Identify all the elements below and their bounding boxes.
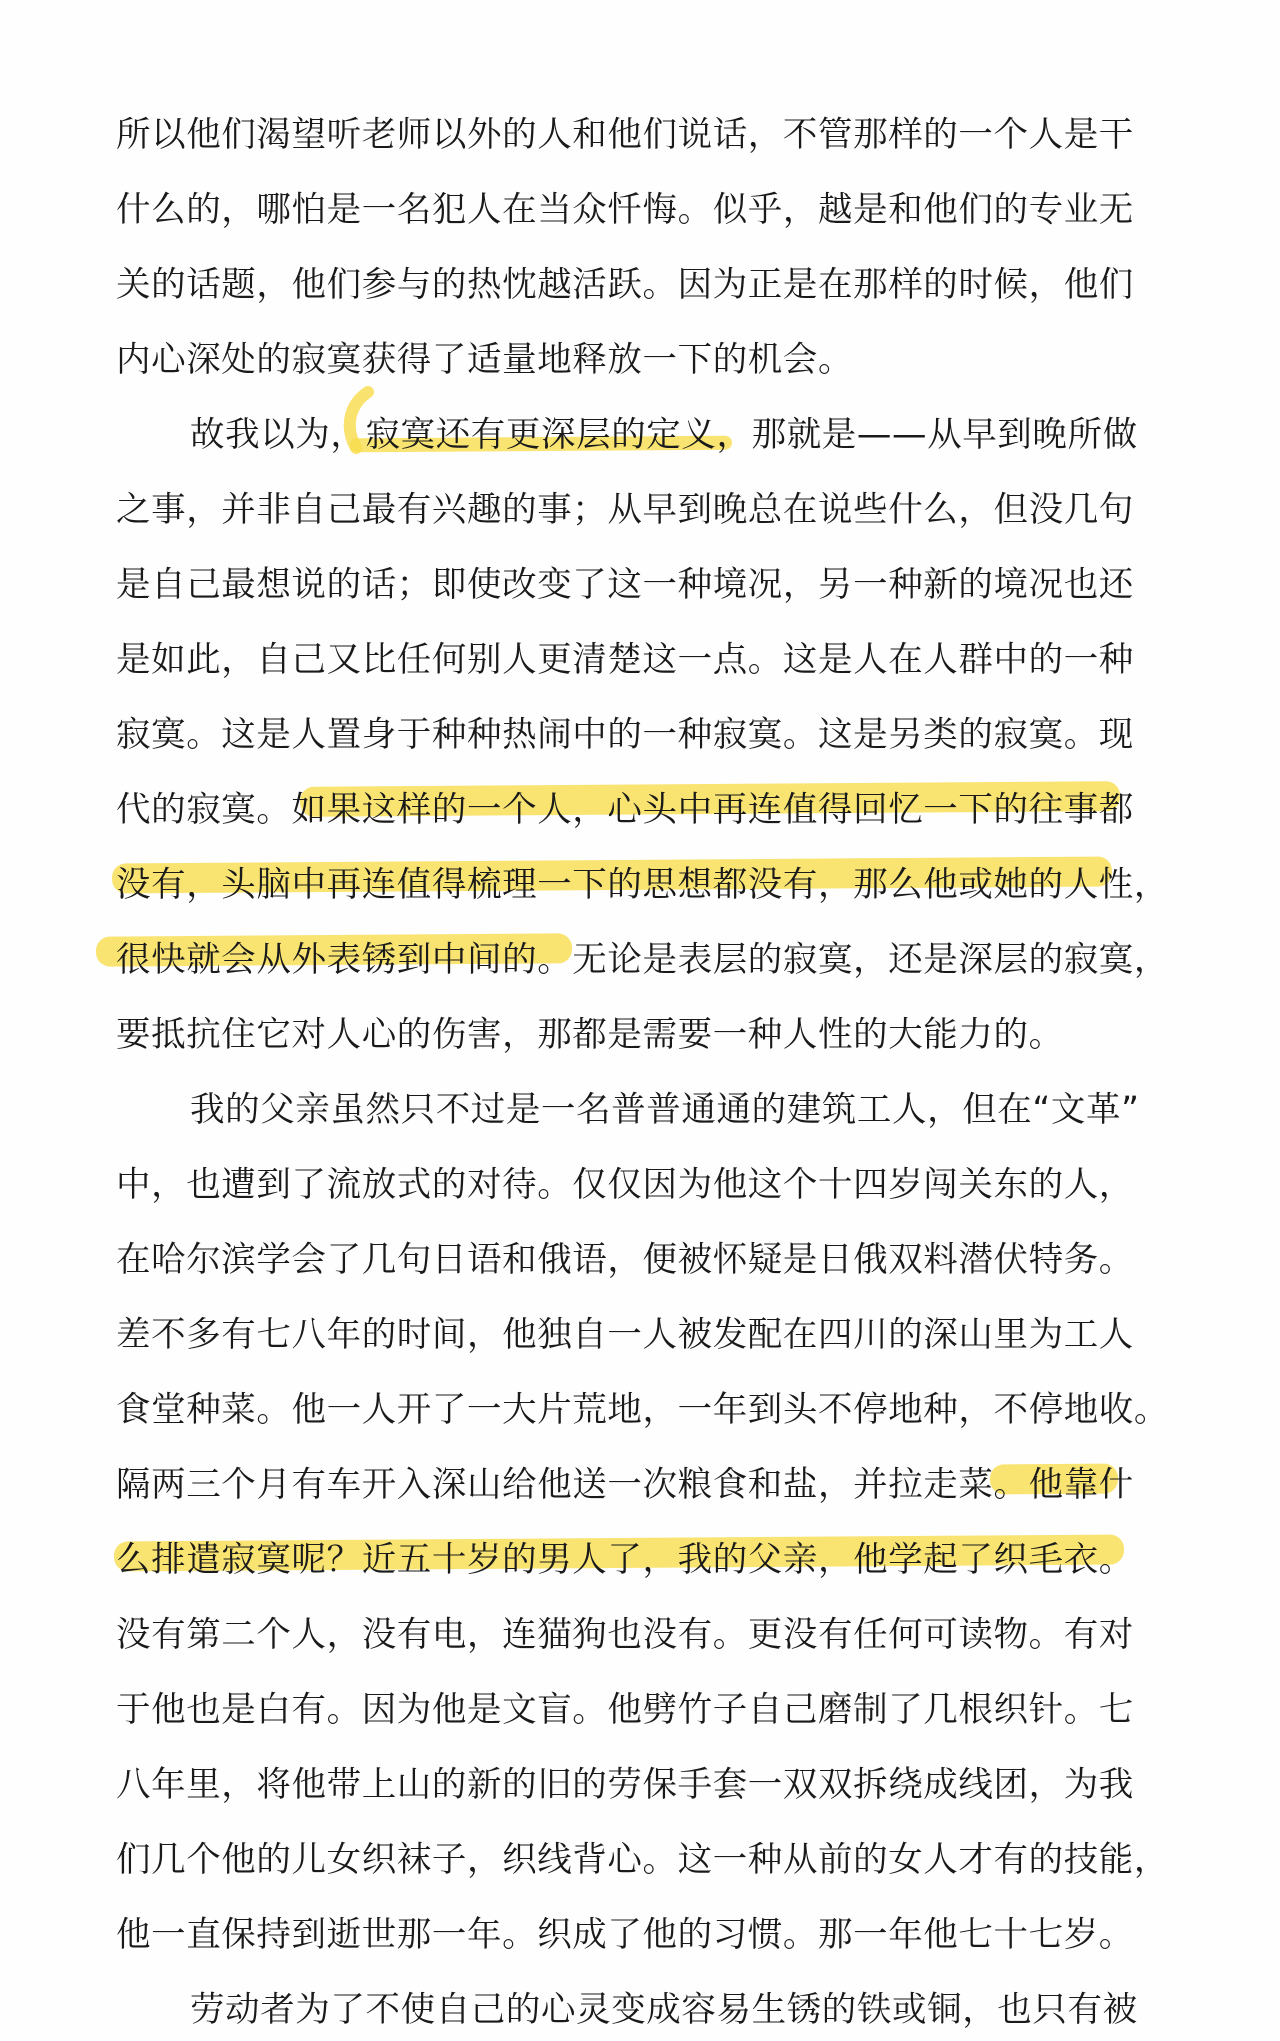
- text-line: 所以他们渴望听老师以外的人和他们说话，不管那样的一个人是干: [116, 115, 1134, 155]
- text-line: 差不多有七八年的时间，他独自一人被发配在四川的深山里为工人: [116, 1315, 1134, 1355]
- text-line: 么排遣寂寞呢？近五十岁的男人了，我的父亲，他学起了织毛衣。: [116, 1540, 1134, 1580]
- text-line: 没有第二个人，没有电，连猫狗也没有。更没有任何可读物。有对: [116, 1615, 1134, 1655]
- text-line: 他一直保持到逝世那一年。织成了他的习惯。那一年他七十七岁。: [116, 1915, 1134, 1955]
- text-line: 我的父亲虽然只不过是一名普普通通的建筑工人，但在“文革”: [190, 1090, 1140, 1130]
- text-line: 中，也遭到了流放式的对待。仅仅因为他这个十四岁闯关东的人，: [116, 1165, 1134, 1205]
- text-line: 要抵抗住它对人心的伤害，那都是需要一种人性的大能力的。: [116, 1015, 1064, 1055]
- text-line: 是自己最想说的话；即使改变了这一种境况，另一种新的境况也还: [116, 565, 1134, 605]
- text-line: 之事，并非自己最有兴趣的事；从早到晚总在说些什么，但没几句: [116, 490, 1134, 530]
- text-line: 很快就会从外表锈到中间的。无论是表层的寂寞，还是深层的寂寞，: [116, 940, 1169, 980]
- text-line: 劳动者为了不使自己的心灵变成容易生锈的铁或铜，也只有被: [190, 1990, 1138, 2030]
- text-line: 隔两三个月有车开入深山给他送一次粮食和盐，并拉走菜。他靠什: [116, 1465, 1134, 1505]
- text-line: 故我以为，寂寞还有更深层的定义，那就是——从早到晚所做: [190, 415, 1138, 455]
- text-line: 关的话题，他们参与的热忱越活跃。因为正是在那样的时候，他们: [116, 265, 1134, 305]
- text-line: 们几个他的儿女织袜子，织线背心。这一种从前的女人才有的技能，: [116, 1840, 1169, 1880]
- text-line: 内心深处的寂寞获得了适量地释放一下的机会。: [116, 340, 854, 380]
- text-line: 什么的，哪怕是一名犯人在当众忏悔。似乎，越是和他们的专业无: [116, 190, 1134, 230]
- text-line: 没有，头脑中再连值得梳理一下的思想都没有，那么他或她的人性，: [116, 865, 1169, 905]
- text-line: 食堂种菜。他一人开了一大片荒地，一年到头不停地种，不停地收。: [116, 1390, 1169, 1430]
- text-line: 于他也是白有。因为他是文盲。他劈竹子自己磨制了几根织针。七: [116, 1690, 1134, 1730]
- text-line: 是如此，自己又比任何别人更清楚这一点。这是人在人群中的一种: [116, 640, 1134, 680]
- text-line: 在哈尔滨学会了几句日语和俄语，便被怀疑是日俄双料潜伏特务。: [116, 1240, 1134, 1280]
- text-line: 寂寞。这是人置身于种种热闹中的一种寂寞。这是另类的寂寞。现: [116, 715, 1134, 755]
- text-line: 代的寂寞。如果这样的一个人，心头中再连值得回忆一下的往事都: [116, 790, 1134, 830]
- text-line: 八年里，将他带上山的新的旧的劳保手套一双双拆绕成线团，为我: [116, 1765, 1134, 1805]
